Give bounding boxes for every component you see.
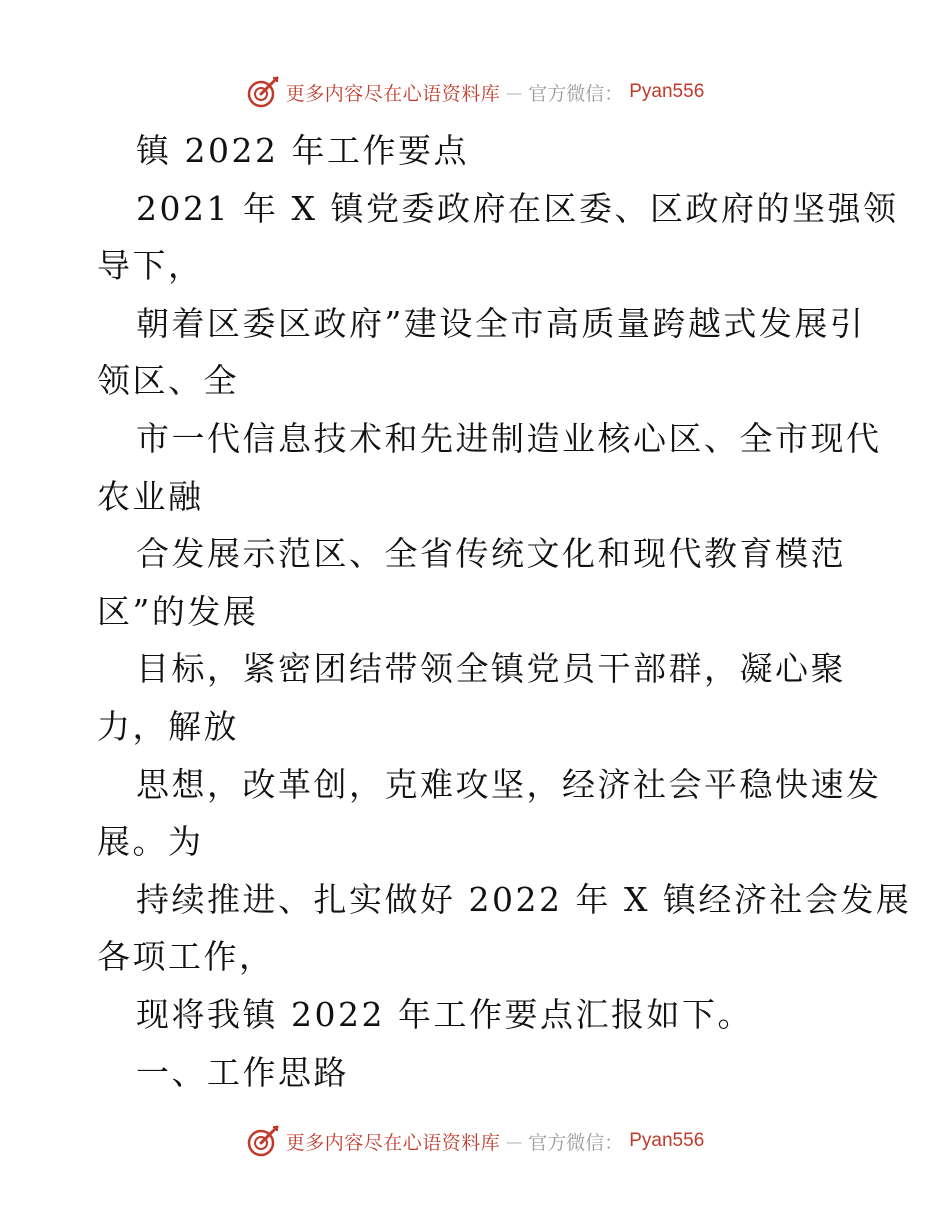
document-body (97, 122, 912, 1101)
text-line: 现将我镇 2022 年工作要点汇报如下。 (136, 994, 753, 1034)
text-line: 目标，紧密团结带领全镇党员干部群，凝心聚 (136, 649, 846, 689)
watermark-main-text: 更多内容尽在心语资料库 (285, 82, 501, 105)
header-watermark (0, 72, 950, 112)
watermark-official-label: 官方微信： (528, 1131, 624, 1154)
watermark-dash: — (506, 82, 523, 102)
text-line: 合发展示范区、全省传统文化和现代教育模范 (136, 534, 846, 574)
watermark-official-label: 官方微信： (528, 82, 624, 105)
watermark-main-text: 更多内容尽在心语资料库 (285, 1131, 501, 1154)
text-line: 市一代信息技术和先进制造业核心区、全市现代 (136, 418, 882, 458)
text-line: 2021 年 X 镇党委政府在区委、区政府的坚强领 (136, 188, 899, 228)
text-line: 展。为 (97, 822, 204, 862)
pen-logo-icon (246, 75, 280, 109)
watermark-group (246, 1124, 705, 1158)
watermark-dash: — (506, 1131, 523, 1151)
text-line: 镇 2022 年工作要点 (136, 131, 469, 170)
pen-logo-icon (246, 1124, 280, 1158)
text-line: 力，解放 (97, 706, 239, 746)
text-line: 各项工作， (97, 937, 275, 977)
text-line: 持续推进、扎实做好 2022 年 X 镇经济社会发展 (136, 879, 912, 919)
footer-watermark (0, 1121, 950, 1161)
text-line: 农业融 (97, 476, 204, 516)
text-line: 导下， (97, 246, 204, 286)
text-line: 一、工作思路 (136, 1052, 349, 1092)
watermark-account-id: Pyan556 (629, 1130, 705, 1151)
watermark-account-id: Pyan556 (629, 81, 705, 102)
text-line: 区”的发展 (97, 591, 259, 631)
text-line: 朝着区委区政府”建设全市高质量跨越式发展引 (136, 303, 866, 343)
watermark-group (246, 75, 705, 109)
text-line: 思想，改革创，克难攻坚，经济社会平稳快速发 (136, 764, 882, 804)
text-line: 领区、全 (97, 361, 239, 401)
